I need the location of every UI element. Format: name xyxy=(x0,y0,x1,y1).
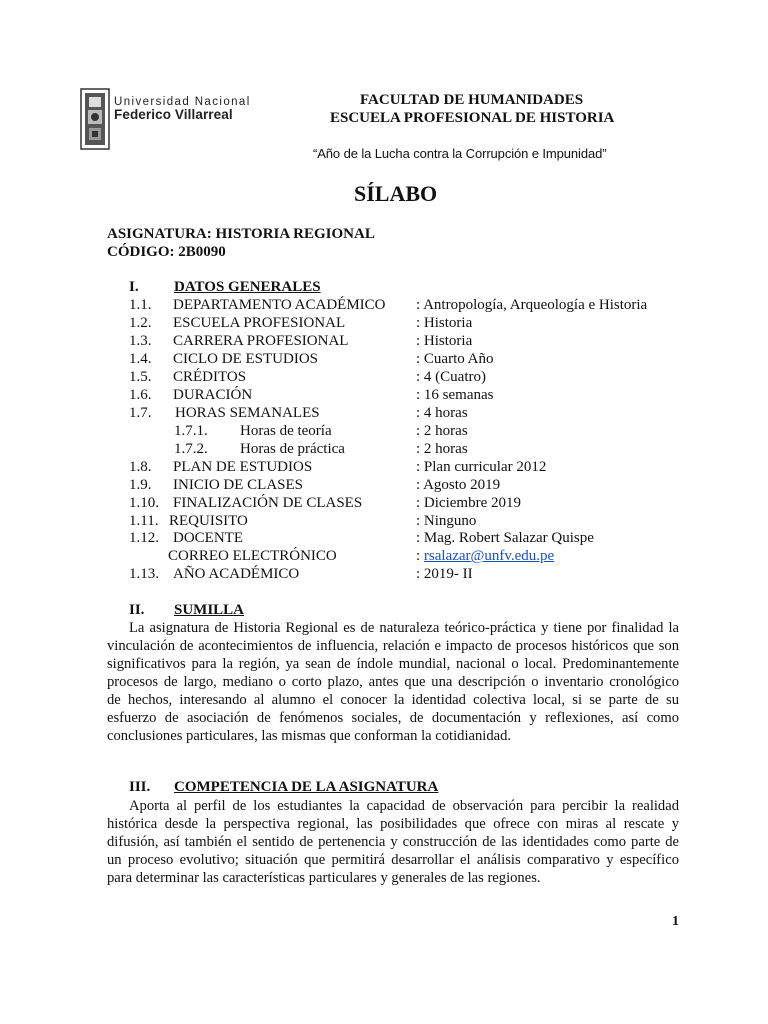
paragraph-line: procesos de largo, mediano o corto plazo, antes que una descripción o inventario cronológico xyxy=(107,674,679,690)
general-row-label: FINALIZACIÓN DE CLASES xyxy=(173,495,363,511)
course-code: CÓDIGO: 2B0090 xyxy=(107,244,226,260)
paragraph-line: para determinar las características particulares y generales de las regiones. xyxy=(107,870,541,886)
general-row-value: : 16 semanas xyxy=(416,387,494,403)
logo-line-1: Universidad Nacional xyxy=(114,96,251,108)
general-row-label: ESCUELA PROFESIONAL xyxy=(173,315,346,331)
section-heading-general xyxy=(129,279,321,296)
year-motto: “Año de la Lucha contra la Corrupción e Impunidad” xyxy=(313,146,607,161)
general-row-num: 1.7.1. xyxy=(174,423,208,439)
paragraph-line: La asignatura de Historia Regional es de naturaleza teórico-práctica y tiene por finalidad la xyxy=(129,620,679,636)
sumilla-paragraph xyxy=(107,619,679,745)
general-row-num: 1.7. xyxy=(129,405,152,421)
general-row-label: Horas de práctica xyxy=(240,441,345,457)
university-logo xyxy=(80,88,262,150)
general-row-num: 1.2. xyxy=(129,315,152,331)
document-title: SÍLABO xyxy=(354,181,438,206)
general-row-num: 1.13. xyxy=(129,566,159,582)
general-row-value: : Ninguno xyxy=(416,513,477,529)
general-row-num: 1.6. xyxy=(129,387,152,403)
section-heading-competencia xyxy=(129,779,439,796)
paragraph-line: difusión, así también el sentido de pertenencia y construcción de las identidades como parte de xyxy=(107,834,679,850)
general-row-num: 1.12. xyxy=(129,530,159,546)
paragraph-line: histórica desde la perspectiva regional, las posibilidades que ofrece con miras al rescate y xyxy=(107,816,679,832)
paragraph-line: conclusiones particulares, las mismas que conforman la cotidianidad. xyxy=(107,728,512,744)
general-row-value: : Agosto 2019 xyxy=(416,477,501,493)
general-row-label: CARRERA PROFESIONAL xyxy=(173,333,349,349)
general-row-label: CORREO ELECTRÓNICO xyxy=(168,548,337,564)
general-row-value: : 2019- II xyxy=(416,566,473,582)
general-row-value: : 2 horas xyxy=(416,441,468,457)
school-title: ESCUELA PROFESIONAL DE HISTORIA xyxy=(330,110,615,126)
course-subject: ASIGNATURA: HISTORIA REGIONAL xyxy=(107,226,375,242)
logo-line-2: Federico Villarreal xyxy=(114,107,233,122)
email-link[interactable]: rsalazar@unfv.edu.pe xyxy=(423,548,555,564)
paragraph-line: Aporta al perfil de los estudiantes la capacidad de observación para percibir la realidad xyxy=(129,798,679,814)
section-number: II. xyxy=(129,602,145,618)
general-row-label: HORAS SEMANALES xyxy=(175,405,320,421)
paragraph-line: esfuerzo de asociación de fenómenos sociales, de documentación y reflexiones, así como xyxy=(107,710,679,726)
general-row-value: : Cuarto Año xyxy=(416,351,494,367)
general-row-num: 1.11. xyxy=(129,513,159,529)
general-row-label: CRÉDITOS xyxy=(173,369,247,385)
section-heading-sumilla xyxy=(129,602,245,619)
general-row-value: : 2 horas xyxy=(416,423,468,439)
faculty-title: FACULTAD DE HUMANIDADES xyxy=(360,92,584,108)
general-row-label: AÑO ACADÉMICO xyxy=(173,566,300,582)
paragraph-line: vinculación de acontecimientos de influencia, relación e impacto de procesos históricos que son xyxy=(107,638,679,654)
general-row-num: 1.8. xyxy=(129,459,152,475)
general-row-label: DOCENTE xyxy=(173,530,243,546)
competencia-paragraph xyxy=(107,797,679,887)
general-row-value: : Diciembre 2019 xyxy=(416,495,521,511)
general-row-value: : 4 horas xyxy=(416,405,468,421)
general-row-label: REQUISITO xyxy=(169,513,248,529)
general-row-num: 1.10. xyxy=(129,495,159,511)
section-number: III. xyxy=(129,779,151,795)
general-row-value: : Antropología, Arqueología e Historia xyxy=(416,297,648,313)
page-number: 1 xyxy=(672,914,679,929)
email-prefix: : xyxy=(416,548,424,564)
general-row-label: Horas de teoría xyxy=(240,423,332,439)
general-row-label: DEPARTAMENTO ACADÉMICO xyxy=(173,297,386,313)
general-row-num: 1.9. xyxy=(129,477,152,493)
general-row-label: DURACIÓN xyxy=(173,387,253,403)
general-row-value: : Historia xyxy=(416,333,473,349)
general-row-num: 1.4. xyxy=(129,351,152,367)
general-row-num: 1.3. xyxy=(129,333,152,349)
section-title: SUMILLA xyxy=(174,602,245,618)
general-row-value: : Mag. Robert Salazar Quispe xyxy=(416,530,594,546)
paragraph-line: de hechos, interesando al alumno el conocer la identidad colectiva local, si se parte de su xyxy=(107,692,679,708)
general-row-value: : 4 (Cuatro) xyxy=(416,369,486,385)
section-title: COMPETENCIA DE LA ASIGNATURA xyxy=(174,779,439,795)
general-row-label: PLAN DE ESTUDIOS xyxy=(173,459,313,475)
email-value xyxy=(416,548,554,565)
general-row-num: 1.7.2. xyxy=(174,441,208,457)
section-number: I. xyxy=(129,279,139,295)
paragraph-line: un proceso evolutivo; situación que permitirá desarrollar el análisis comparativo y específico xyxy=(107,852,679,868)
general-row-label: CICLO DE ESTUDIOS xyxy=(173,351,318,367)
general-row-label: INICIO DE CLASES xyxy=(173,477,303,493)
general-row-num: 1.5. xyxy=(129,369,152,385)
university-crest-icon xyxy=(80,88,110,150)
general-row-num: 1.1. xyxy=(129,297,152,313)
paragraph-line: significativos para la región, ya sean de índole mundial, nacional o local. Predominantemente xyxy=(107,656,679,672)
section-title: DATOS GENERALES xyxy=(174,279,321,295)
general-row-value: : Plan curricular 2012 xyxy=(416,459,547,475)
general-row-value: : Historia xyxy=(416,315,473,331)
